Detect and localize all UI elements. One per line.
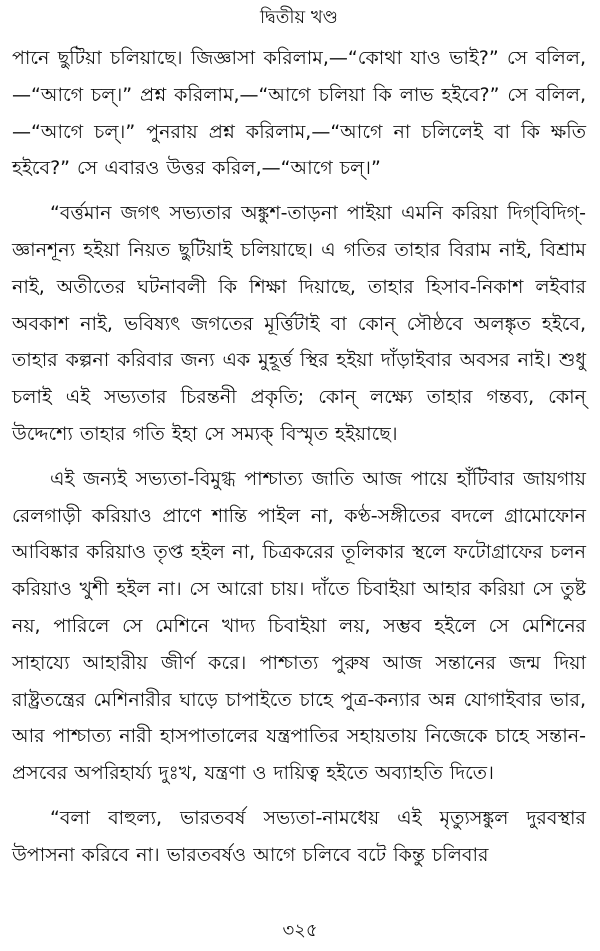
paragraph-india: “বলা বাহুল্য, ভারতবর্ষ সভ্যতা-নামধেয় এই মৃত্যুসঙ্কুল দুরবস্থার উপাসনা করিবে না। ভারতবর্ষও আগে চলিবে বটে কিন্তু চলিবার [12, 806, 586, 866]
page-number: ৩২৫ [282, 920, 318, 941]
body-text [12, 40, 586, 882]
paragraph-modern-civilization: “বর্ত্তমান জগৎ সভ্যতার অঙ্কুশ-তাড়না পাইয়া এমনি করিয়া দিগ্‌বিদিগ্-জ্ঞানশূন্য হইয়া নিয়ত ছুটিয়াই চলিয়াছে। এ গতির তাহার বিরাম নাই, বিশ্রাম নাই, অতীতের ঘটনাবলী কি শিক্ষা দিয়াছে, তাহার হিসাব-নিকাশ লইবার অবকাশ নাই, ভবিষ্যৎ জগতের মূর্ত্তিটাই বা কোন্ সৌষ্ঠবে অলঙ্কৃত হইবে, তাহার কল্পনা করিবার জন্য এক মুহূর্ত্ত স্থির হইয়া দাঁড়াইবার অবসর নাই। শুধু চলাই এই সভ্যতার চিরন্তনী প্রকৃতি; কোন্ লক্ষ্যে তাহার গন্তব্য, কোন্ উদ্দেশ্যে তাহার গতি ইহা সে সম্যক্ বিস্মৃত হইয়াছে। [12, 202, 586, 445]
paragraph-continuation: পানে ছুটিয়া চলিয়াছে। জিজ্ঞাসা করিলাম,—“কোথা যাও ভাই?” সে বলিল,—“আগে চল্।” প্রশ্ন করিলাম,—“আগে চলিয়া কি লাভ হইবে?” সে বলিল,—“আগে চল্।” পুনরায় প্রশ্ন করিলাম,—“আগে না চলিলেই বা কি ক্ষতি হইবে?” সে এবারও উত্তর করিল,—“আগে চল্।” [12, 47, 586, 180]
running-header: দ্বিতীয় খণ্ড [260, 7, 338, 28]
paragraph-western-nations: এই জন্যই সভ্যতা-বিমুগ্ধ পাশ্চাত্য জাতি আজ পায়ে হাঁটিবার জায়গায় রেলগাড়ী করিয়াও প্রাণে শান্তি পাইল না, কণ্ঠ-সঙ্গীতের বদলে গ্রামোফোন আবিষ্কার করিয়াও তৃপ্ত হইল না, চিত্রকরের তূলিকার স্থলে ফটোগ্রাফের চলন করিয়াও খুশী হইল না। সে আরো চায়। দাঁতে চিবাইয়া আহার করিয়া সে তুষ্ট নয়, পারিলে সে মেশিনে খাদ্য চিবাইয়া লয়, সম্ভব হইলে সে মেশিনের সাহায্যে আহারীয় জীর্ণ করে। পাশ্চাত্য পুরুষ আজ সন্তানের জন্ম দিয়া রাষ্ট্রতন্ত্রের মেশিনারীর ঘাড়ে চাপাইতে চাহে পুত্র-কন্যার অন্ন যোগাইবার ভার, আর পাশ্চাত্য নারী হাসপাতালের যন্ত্রপাতির সহায়তায় নিজেকে চাহে সন্তান-প্রসবের অপরিহার্য্য দুঃখ, যন্ত্রণা ও দায়িত্ব হইতে অব্যাহতি দিতে। [12, 467, 586, 785]
